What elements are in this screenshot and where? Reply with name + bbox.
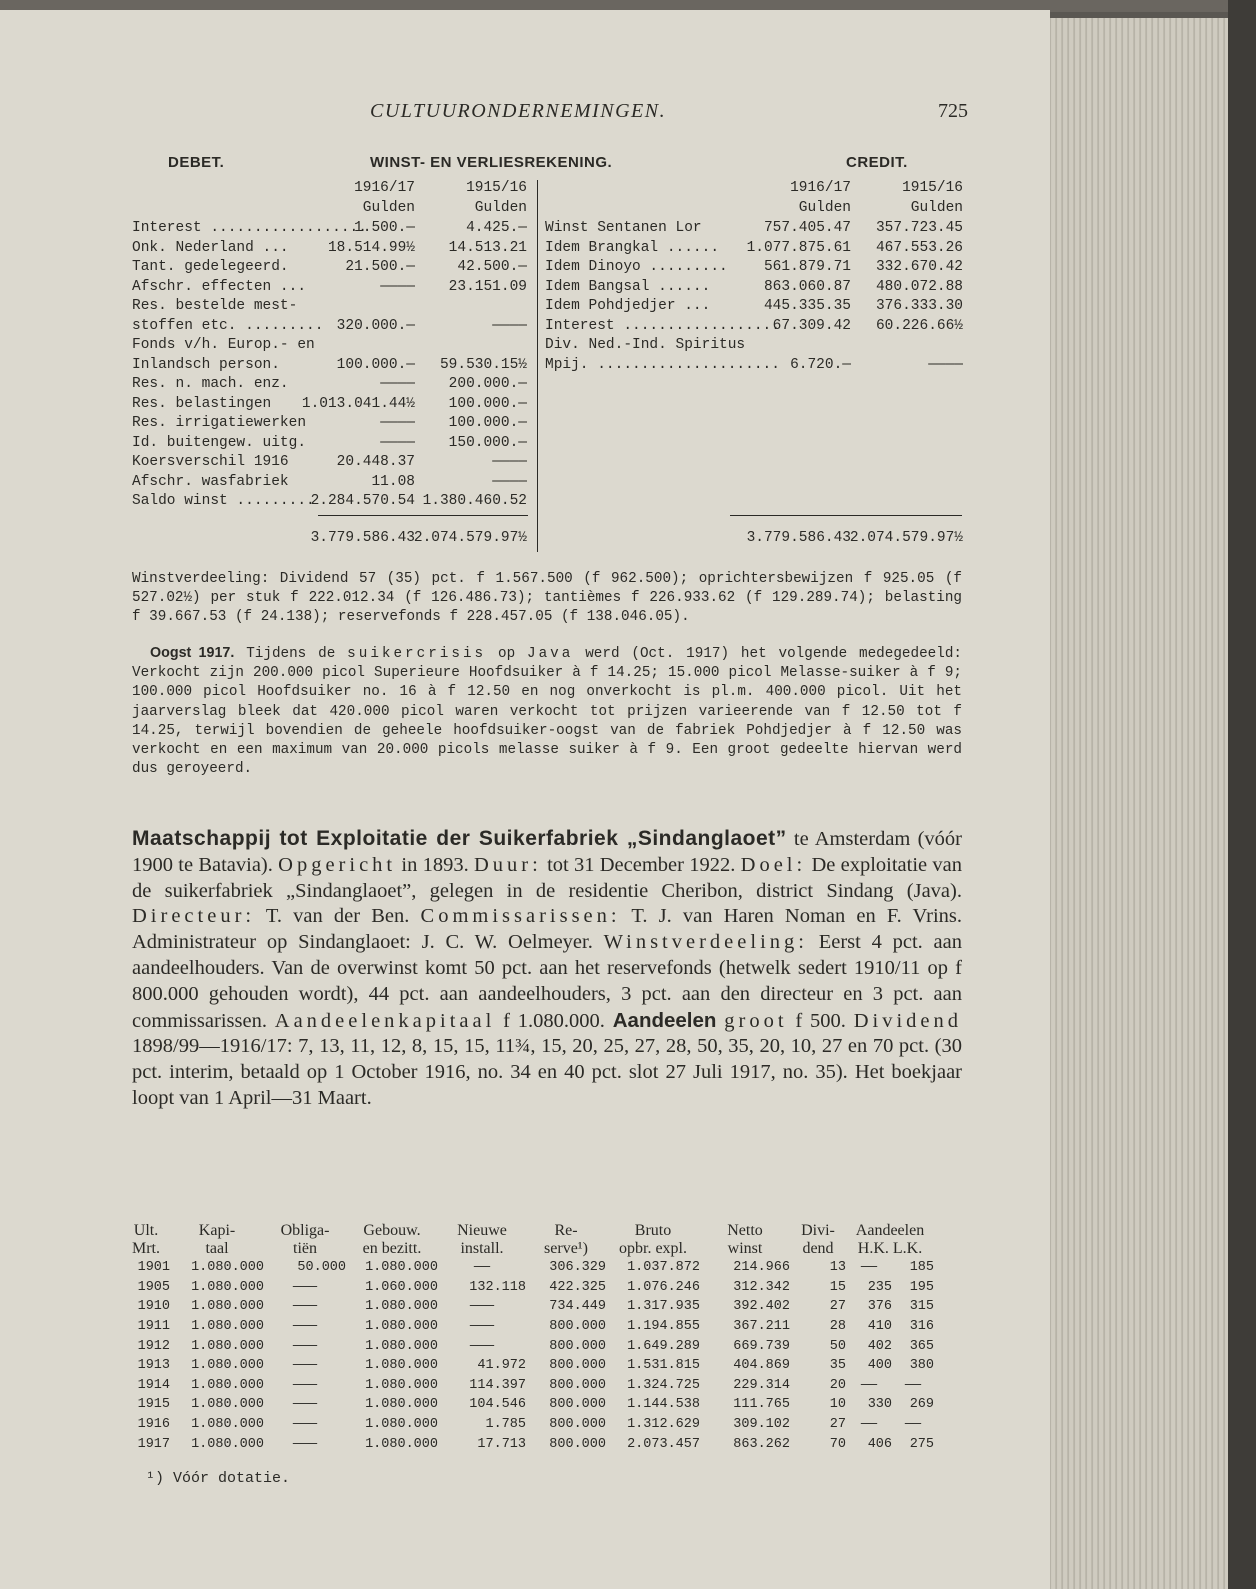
debet-v2: 1.380.460.52: [422, 493, 527, 509]
credit-row: [545, 337, 963, 356]
table-cell: ——: [473, 1260, 491, 1276]
table-cell: 863.262: [733, 1436, 790, 1452]
credit-v2: 467.553.26: [875, 239, 963, 256]
table-cell: 50.000: [297, 1260, 346, 1276]
table-cell: 1.080.000: [191, 1299, 264, 1315]
debet-v1: 20.448.37: [336, 454, 415, 470]
debet-v2: ————: [492, 454, 527, 470]
company-text-11: 1898/99—1916/17: 7, 13, 11, 12, 8, 15, 15, 11¾, 15, 20, 25, 27, 28, 50, 35, 20, 10, 27 en 70 pct. (30 pct. interim, betaald op 1 October 1916, no. 34 en 40 pct. slot 27 Juli 1917, no. 35). Het boekjaar loopt van 1 April—31 Maart.: [132, 1035, 962, 1109]
table-cell: 1916: [137, 1417, 170, 1433]
th-winst: winst: [727, 1240, 763, 1257]
table-cell: 1.649.289: [627, 1338, 700, 1354]
table-cell: 114.397: [469, 1377, 526, 1393]
th-bruto: Bruto: [634, 1222, 672, 1239]
table-cell: 2.073.457: [627, 1436, 700, 1452]
debet-v2: 14.513.21: [448, 239, 527, 256]
debet-row: [132, 454, 527, 473]
table-cell: 1.080.000: [191, 1377, 264, 1393]
debet-total-1: 3.779.586.43: [310, 530, 415, 546]
debet-row: [132, 279, 527, 298]
th-netto: Netto: [727, 1222, 763, 1239]
table-cell: 1.080.000: [191, 1338, 264, 1354]
debet-v1: ————: [380, 415, 415, 431]
company-text-1: te Amsterdam (vóór 1900 te Batavia).: [132, 828, 962, 876]
credit-row: [545, 298, 963, 317]
credit-v2: 480.072.88: [875, 278, 963, 295]
company-text-5: T. van der Ben.: [255, 905, 421, 928]
keyword-aandeelenkapitaal: Aandeelenkapitaal: [274, 1009, 496, 1032]
debet-col-years: [132, 180, 527, 199]
table-cell: 800.000: [549, 1377, 606, 1393]
table-cell: 734.449: [549, 1299, 606, 1315]
debet-label: Res. n. mach. enz.: [132, 376, 289, 392]
table-cell: 1.194.855: [627, 1319, 700, 1335]
table-cell: 410: [867, 1319, 892, 1335]
table-cell: 13: [829, 1260, 846, 1276]
table-cell: 367.211: [733, 1319, 790, 1335]
table-cell: 1.312.629: [627, 1417, 700, 1433]
company-text-6: T. J. van Haren Noman en F. Vrins. Administrateur op Sindanglaoet: J. C. W. Oelmeyer.: [132, 905, 962, 954]
table-cell: 229.314: [733, 1377, 790, 1393]
keyword-aandeelen: Aandeelen: [612, 1008, 717, 1032]
table-cell: 1.080.000: [365, 1417, 438, 1433]
credit-unit-2: Gulden: [910, 200, 963, 216]
debet-v2: 23.151.09: [448, 278, 527, 295]
table-cell: 1.324.725: [627, 1377, 700, 1393]
th-ult: Ult.: [133, 1222, 159, 1239]
company-text-7: Eerst 4 pct. aan aandeelhouders. Van de overwinst komt 50 pct. aan het reservefonds (hetwelk sedert 1910/11 op f 800.000 gehouden wordt), 44 pct. aan aandeelhouders, 3 pct. aan den directeur en 3 pct. aan commissarissen.: [132, 931, 962, 1032]
table-cell: ——: [860, 1417, 878, 1433]
table-cell: 1.080.000: [191, 1436, 264, 1452]
credit-v2: 376.333.30: [875, 298, 963, 314]
table-cell: 1.060.000: [365, 1279, 438, 1295]
table-row: [122, 1415, 934, 1435]
credit-v1: 1.077.875.61: [746, 239, 851, 256]
th-aandeelen: Aandeelen: [855, 1222, 925, 1239]
debet-v2: ————: [492, 473, 527, 490]
debet-row: [132, 396, 527, 415]
table-cell: ———: [292, 1279, 318, 1295]
book-page-edges: [1040, 18, 1240, 1589]
table-cell: 392.402: [733, 1299, 790, 1315]
table-cell: 1.080.000: [365, 1338, 438, 1354]
keyword-doel: Doel:: [740, 853, 807, 876]
debet-row: [132, 220, 527, 239]
table-cell: 1.317.935: [627, 1299, 700, 1315]
credit-totals: [545, 530, 963, 549]
debet-row: [132, 357, 527, 376]
table-cell: 309.102: [733, 1417, 790, 1433]
table-cell: 15: [829, 1279, 846, 1295]
debet-row: [132, 415, 527, 434]
debet-label: Saldo winst .........: [132, 493, 315, 509]
table-cell: 1.785: [485, 1417, 526, 1433]
th-obliga: Obliga-: [280, 1222, 330, 1239]
credit-heading: CREDIT.: [846, 154, 908, 171]
table-cell: 1.080.000: [365, 1299, 438, 1315]
table-cell: 800.000: [549, 1436, 606, 1452]
company-paragraph: [132, 826, 962, 1112]
debet-v1: 18.514.99½: [327, 239, 415, 256]
credit-label: Div. Ned.-Ind. Spiritus: [545, 337, 746, 353]
debet-row: [132, 435, 527, 454]
table-row: [122, 1395, 934, 1415]
table-cell: ———: [292, 1299, 318, 1315]
keyword-groot: groot: [724, 1009, 788, 1032]
table-cell: 35: [829, 1358, 846, 1374]
table-cell: 1.080.000: [365, 1260, 438, 1276]
table-cell: 1914: [137, 1377, 170, 1393]
debet-v1: ————: [380, 278, 415, 295]
table-cell: 365: [909, 1338, 934, 1354]
keyword-directeur: Directeur:: [132, 905, 256, 928]
table-cell: 275: [909, 1436, 934, 1452]
table-cell: 1910: [137, 1299, 170, 1315]
th-taal: taal: [205, 1240, 229, 1257]
debet-label: stoffen etc. .........: [132, 317, 324, 334]
table-cell: 50: [829, 1338, 846, 1354]
table-cell: ———: [469, 1338, 495, 1354]
credit-total-rule: [730, 515, 962, 516]
debet-label: Res. bestelde mest-: [132, 298, 298, 314]
credit-col-units: [545, 200, 963, 219]
debet-v2: 200.000.—: [448, 376, 527, 392]
credit-label: Idem Dinoyo .........: [545, 259, 728, 275]
credit-v2: 60.226.66½: [875, 317, 963, 334]
credit-label: Idem Pohdjedjer ...: [545, 298, 711, 314]
table-cell: 1.080.000: [191, 1279, 264, 1295]
debet-label: Id. buitengew. uitg.: [132, 434, 307, 451]
table-row: [122, 1278, 934, 1298]
table-cell: 312.342: [733, 1279, 790, 1295]
credit-row: [545, 318, 963, 337]
table-cell: 1.531.815: [627, 1358, 700, 1374]
th-kapi: Kapi-: [198, 1222, 236, 1239]
table-cell: ———: [292, 1377, 318, 1393]
table-row: [122, 1376, 934, 1396]
winstverdeeling-paragraph: Winstverdeeling: Dividend 57 (35) pct. f 1.567.500 (f 962.500); oprichtersbewijzen f 925.05 (f 527.02½) per stuk f 222.012.34 (f 126.486.73); tantièmes f 226.933.62 (f 129.289.74); belasting f 39.667.53 (f 24.138); reservefonds f 228.457.05 (f 138.046.05).: [132, 571, 962, 626]
table-cell: 306.329: [549, 1260, 606, 1276]
table-cell: ———: [469, 1319, 495, 1335]
debet-col-units: [132, 200, 527, 219]
oogst-text-2: op: [486, 646, 528, 662]
table-cell: 1.080.000: [191, 1417, 264, 1433]
table-cell: ———: [292, 1436, 318, 1452]
table-cell: 330: [867, 1397, 892, 1413]
oogst-paragraph: [132, 644, 962, 779]
table-cell: 1.080.000: [191, 1260, 264, 1276]
credit-total-1: 3.779.586.43: [746, 530, 851, 546]
debet-v2: ————: [492, 317, 527, 334]
company-name: Maatschappij tot Exploitatie der Suikerfabriek „Sindanglaoet”: [132, 827, 787, 850]
credit-row: [545, 259, 963, 278]
table-cell: 111.765: [733, 1397, 790, 1413]
debet-v2: 100.000.—: [448, 415, 527, 431]
oogst-spaced-1: suikercrisis: [347, 646, 487, 662]
debet-row: [132, 259, 527, 278]
th-re: Re-: [554, 1222, 578, 1239]
debet-row: [132, 337, 527, 356]
table-cell: 1.080.000: [365, 1397, 438, 1413]
debet-totals: [132, 530, 527, 549]
credit-row: [545, 220, 963, 239]
table-cell: 1913: [137, 1358, 170, 1374]
debet-v1: 1.500.—: [354, 220, 415, 236]
credit-label: Idem Bangsal ......: [545, 278, 711, 295]
table-cell: 800.000: [549, 1358, 606, 1374]
debet-row: [132, 318, 527, 337]
credit-row: [545, 240, 963, 259]
table-cell: 27: [829, 1299, 846, 1315]
credit-year-1: 1916/17: [790, 180, 851, 196]
th-nieuwe: Nieuwe: [457, 1222, 507, 1239]
table-cell: 214.966: [733, 1260, 790, 1276]
table-cell: ——: [904, 1417, 922, 1433]
debet-label: Afschr. wasfabriek: [132, 473, 289, 490]
credit-v2: 332.670.42: [875, 259, 963, 275]
debet-label: Koersverschil 1916: [132, 454, 289, 470]
table-cell: ——: [904, 1377, 922, 1393]
table-cell: ———: [292, 1338, 318, 1354]
oogst-lead: Oogst 1917.: [150, 645, 235, 661]
table-cell: 669.739: [733, 1338, 790, 1354]
debet-year-1: 1916/17: [354, 180, 415, 196]
table-cell: 402: [867, 1338, 892, 1354]
table-cell: 406: [867, 1436, 892, 1452]
table-cell: 269: [909, 1397, 934, 1413]
oogst-spaced-2: Java: [527, 646, 574, 662]
debet-label: Res. irrigatiewerken: [132, 415, 307, 431]
oogst-text-3: werd (Oct. 1917) het volgende medegedeeld: Verkocht zijn 200.000 picol Superieure Hoofdsuiker à f 14.25; 15.000 picol Melasse-suiker à f 9; 100.000 picol Hoofdsuiker no. 16 à f 12.50 en nog onverkocht is pl.m. 400.000 picol. Uit het jaarverslag bleek dat 420.000 picol waren verkocht tot prijzen varieerende van f 12.50 tot f 14.25, terwijl bovendien de geheele hoofdsuiker-oogst van de fabriek Pohdjedjer à f 12.50 was verkocht en een maximum van 20.000 picols melasse suiker à f 9. Een groot gedeelte hiervan werd dus geroyeerd.: [132, 646, 962, 778]
table-row: [122, 1434, 934, 1454]
debet-v1: 2.284.570.54: [310, 493, 415, 509]
debet-unit-2: Gulden: [474, 200, 527, 216]
table-cell: 422.325: [549, 1279, 606, 1295]
company-text-2: in 1893.: [396, 853, 474, 876]
table-header-row-1: [122, 1222, 934, 1240]
table-cell: 1901: [137, 1260, 170, 1276]
footnote: ¹) Vóór dotatie.: [146, 1470, 291, 1487]
table-cell: 27: [829, 1417, 846, 1433]
th-serve: serve¹): [544, 1240, 588, 1257]
credit-label: Mpij. .....................: [545, 356, 780, 373]
debet-row: [132, 298, 527, 317]
table-row: [122, 1317, 934, 1337]
table-cell: 1915: [137, 1397, 170, 1413]
company-text-10: f 500.: [787, 1009, 854, 1032]
credit-v1: 6.720.—: [790, 356, 851, 373]
credit-v1: 445.335.35: [763, 298, 851, 314]
page-number: 725: [938, 100, 968, 122]
debet-v1: ————: [380, 434, 415, 451]
th-hk-lk: H.K. L.K.: [857, 1240, 923, 1257]
table-cell: ———: [469, 1299, 495, 1315]
debet-v1: 1.013.041.44½: [301, 395, 415, 412]
table-cell: ——: [860, 1377, 878, 1393]
debet-v1: 100.000.—: [336, 356, 415, 373]
table-cell: 1.080.000: [365, 1319, 438, 1335]
table-cell: 800.000: [549, 1417, 606, 1433]
th-gebouw: Gebouw.: [363, 1222, 421, 1239]
credit-v1: 561.879.71: [763, 259, 851, 275]
table-cell: ———: [292, 1358, 318, 1374]
debet-v2: 100.000.—: [448, 395, 527, 412]
debet-v1: 320.000.—: [336, 317, 415, 334]
debet-label: Interest ..................: [132, 220, 367, 236]
debet-v2: 59.530.15½: [439, 356, 527, 373]
table-cell: 1912: [137, 1338, 170, 1354]
table-cell: 70: [829, 1436, 846, 1452]
table-cell: 316: [909, 1319, 934, 1335]
credit-label: Idem Brangkal ......: [545, 239, 720, 256]
table-cell: 1.080.000: [365, 1436, 438, 1452]
table-cell: 800.000: [549, 1397, 606, 1413]
debet-label: Res. belastingen: [132, 395, 272, 412]
account-title: WINST- EN VERLIESREKENING.: [370, 154, 613, 171]
credit-label: Interest ..................: [545, 317, 780, 334]
table-cell: 1917: [137, 1436, 170, 1452]
debet-unit-1: Gulden: [362, 200, 415, 216]
table-cell: 10: [829, 1397, 846, 1413]
table-row: [122, 1356, 934, 1376]
table-cell: 376: [867, 1299, 892, 1315]
table-cell: 20: [829, 1377, 846, 1393]
credit-v1: 757.405.47: [763, 220, 851, 236]
table-cell: 1.144.538: [627, 1397, 700, 1413]
table-cell: 1.076.246: [627, 1279, 700, 1295]
table-row: [122, 1258, 934, 1278]
table-cell: 1911: [137, 1319, 170, 1335]
table-cell: 400: [867, 1358, 892, 1374]
debet-row: [132, 493, 527, 512]
th-divi: Divi-: [801, 1222, 835, 1239]
debet-v1: 11.08: [371, 473, 415, 490]
credit-total-2: 2.074.579.97½: [849, 530, 963, 546]
table-cell: 800.000: [549, 1338, 606, 1354]
th-opbr: opbr. expl.: [619, 1240, 687, 1257]
debet-total-rule: [318, 515, 528, 516]
company-text-8: f 1.080.000.: [495, 1009, 613, 1032]
credit-v2: 357.723.45: [875, 220, 963, 236]
table-cell: 104.546: [469, 1397, 526, 1413]
debet-heading: DEBET.: [168, 154, 225, 171]
credit-row: [545, 279, 963, 298]
table-cell: 185: [909, 1260, 934, 1276]
table-cell: 1905: [137, 1279, 170, 1295]
table-cell: 1.080.000: [191, 1319, 264, 1335]
table-cell: ——: [860, 1260, 878, 1276]
table-row: [122, 1336, 934, 1356]
credit-v2: ————: [928, 356, 963, 373]
debet-row: [132, 376, 527, 395]
keyword-opgericht: Opgericht: [278, 853, 397, 876]
table-cell: 1.080.000: [191, 1358, 264, 1374]
th-install: install.: [460, 1240, 504, 1257]
debet-label: Inlandsch person.: [132, 356, 280, 373]
table-cell: 132.118: [469, 1279, 526, 1295]
book-spine: [1228, 0, 1256, 1589]
table-cell: 380: [909, 1358, 934, 1374]
th-tien: tiën: [293, 1240, 317, 1257]
table-cell: 1.080.000: [191, 1397, 264, 1413]
company-statistics-table: [122, 1222, 934, 1454]
table-cell: 28: [829, 1319, 846, 1335]
table-cell: 1.080.000: [365, 1377, 438, 1393]
table-cell: 315: [909, 1299, 934, 1315]
debet-v1: ————: [380, 376, 415, 392]
th-dend: dend: [802, 1240, 834, 1257]
debet-label: Fonds v/h. Europ.- en: [132, 337, 315, 353]
debet-label: Tant. gedelegeerd.: [132, 259, 289, 275]
table-cell: 1.037.872: [627, 1260, 700, 1276]
table-cell: 1.080.000: [365, 1358, 438, 1374]
oogst-text-1: Tijdens de: [234, 646, 348, 662]
debet-row: [132, 240, 527, 259]
company-text-4: De exploitatie van de suikerfabriek „Sindanglaoet”, gelegen in de residentie Cheribon, district Sindang (Java).: [132, 853, 963, 902]
account-divider: [537, 180, 538, 552]
table-cell: ———: [292, 1319, 318, 1335]
debet-row: [132, 474, 527, 493]
credit-label: Winst Sentanen Lor: [545, 220, 702, 236]
debet-v1: 21.500.—: [345, 259, 415, 275]
keyword-dividend: Dividend: [853, 1009, 963, 1032]
credit-v1: 863.060.87: [763, 278, 851, 295]
credit-row: [545, 357, 963, 376]
table-cell: 404.869: [733, 1358, 790, 1374]
company-text-3: tot 31 December 1922.: [541, 853, 741, 876]
table-cell: 41.972: [477, 1358, 526, 1374]
keyword-winstverdeeling: Winstverdeeling:: [603, 931, 808, 954]
debet-v2: 4.425.—: [466, 220, 527, 236]
debet-total-2: 2.074.579.97½: [413, 530, 527, 546]
debet-label: Afschr. effecten ...: [132, 278, 307, 295]
th-en-bezitt: en bezitt.: [362, 1240, 422, 1257]
table-header-row-2: [122, 1240, 934, 1258]
table-cell: ———: [292, 1397, 318, 1413]
table-body: [122, 1258, 934, 1454]
table-cell: ———: [292, 1417, 318, 1433]
keyword-duur: Duur:: [474, 853, 542, 876]
debet-v2: 42.500.—: [457, 259, 527, 275]
credit-col-years: [545, 180, 963, 199]
credit-v1: 67.309.42: [772, 317, 851, 334]
debet-label: Onk. Nederland ...: [132, 239, 289, 256]
debet-v2: 150.000.—: [448, 434, 527, 451]
table-cell: 800.000: [549, 1319, 606, 1335]
running-title: CULTUURONDERNEMINGEN.: [370, 100, 667, 122]
table-cell: 17.713: [477, 1436, 526, 1452]
th-mrt: Mrt.: [132, 1240, 160, 1257]
credit-unit-1: Gulden: [798, 200, 851, 216]
debet-year-2: 1915/16: [466, 180, 527, 196]
table-cell: 195: [909, 1279, 934, 1295]
table-cell: 235: [867, 1279, 892, 1295]
table-row: [122, 1297, 934, 1317]
credit-year-2: 1915/16: [902, 180, 963, 196]
keyword-commissarissen: Commissarissen:: [420, 905, 621, 928]
